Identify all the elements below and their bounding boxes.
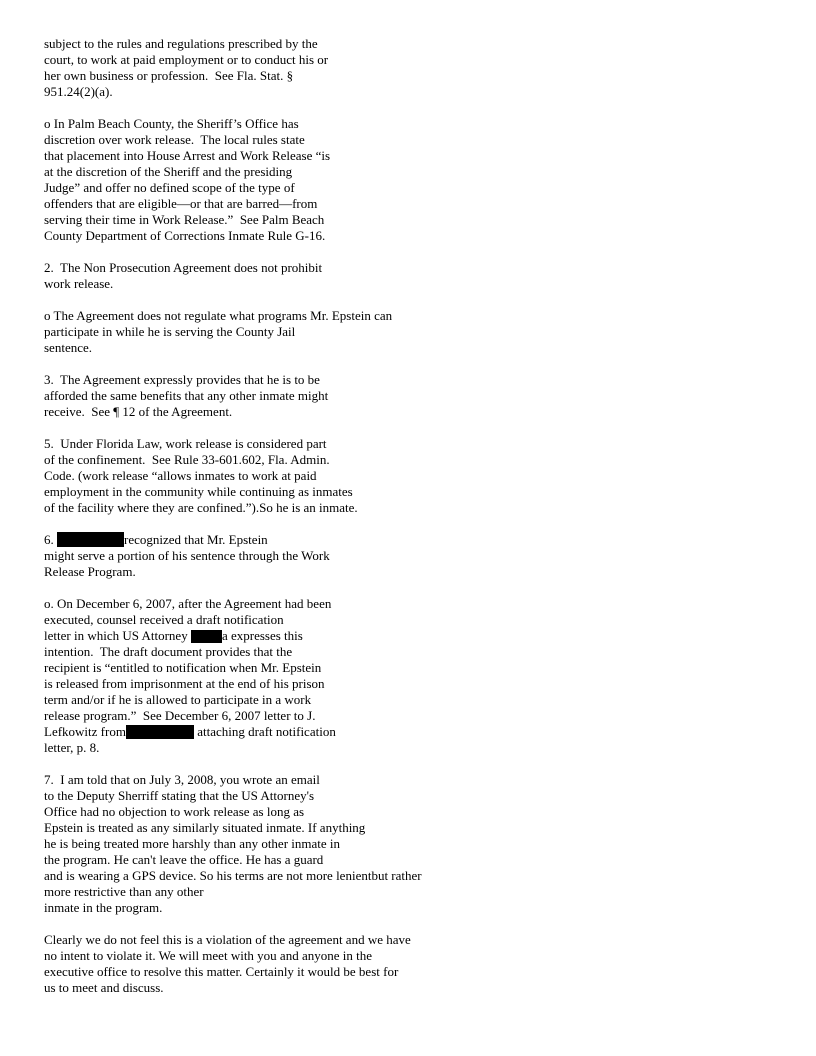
document-line: is released from imprisonment at the end of his prison — [44, 676, 325, 691]
redaction-bar — [126, 725, 194, 739]
document-line: he is being treated more harshly than any other inmate in — [44, 836, 341, 851]
document-line: release program.” See December 6, 2007 letter to J. — [44, 708, 316, 723]
document-line: County Department of Corrections Inmate Rule G-16. — [44, 228, 326, 243]
document-line: Release Program. — [44, 564, 136, 579]
document-line: term and/or if he is allowed to participate in a work — [44, 692, 312, 707]
document-line: sentence. — [44, 340, 93, 355]
document-line: 5. Under Florida Law, work release is considered part — [44, 436, 327, 451]
document-line: subject to the rules and regulations prescribed by the — [44, 36, 318, 51]
document-line: letter, p. 8. — [44, 740, 100, 755]
document-line: 2. The Non Prosecution Agreement does not prohibit — [44, 260, 323, 275]
document-line: 7. I am told that on July 3, 2008, you wrote an email — [44, 772, 320, 787]
document-line: and is wearing a GPS device. So his terms are not more lenientbut rather — [44, 868, 422, 883]
paragraph — [44, 532, 524, 580]
document-line: Code. (work release “allows inmates to work at paid — [44, 468, 317, 483]
document-line: of the confinement. See Rule 33-601.602, Fla. Admin. — [44, 452, 330, 467]
paragraph — [44, 436, 524, 516]
document-line: us to meet and discuss. — [44, 980, 164, 995]
document-line: her own business or profession. See Fla. Stat. § — [44, 68, 294, 83]
document-line: discretion over work release. The local rules state — [44, 132, 305, 147]
paragraph — [44, 116, 524, 244]
paragraph — [44, 260, 524, 292]
text-segment: recognized that Mr. Epstein — [124, 532, 268, 547]
paragraph — [44, 372, 524, 420]
paragraph — [44, 932, 524, 996]
document-line: intention. The draft document provides that the — [44, 644, 293, 659]
document-line: at the discretion of the Sheriff and the presiding — [44, 164, 293, 179]
redaction-bar — [57, 532, 124, 547]
paragraph — [44, 772, 524, 916]
document-line: o The Agreement does not regulate what programs Mr. Epstein can — [44, 308, 393, 323]
document-line: serving their time in Work Release.” See Palm Beach — [44, 212, 325, 227]
document-line: of the facility where they are confined.”).So he is an inmate. — [44, 500, 358, 515]
text-segment: letter in which US Attorney — [44, 628, 191, 643]
redaction-bar — [191, 630, 222, 643]
document-line: work release. — [44, 276, 114, 291]
document-line: Epstein is treated as any similarly situated inmate. If anything — [44, 820, 366, 835]
paragraph — [44, 596, 524, 756]
document-line: court, to work at paid employment or to conduct his or — [44, 52, 329, 67]
text-segment: attaching draft notification — [193, 724, 336, 739]
document-line: to the Deputy Sherriff stating that the US Attorney's — [44, 788, 315, 803]
text-segment: a expresses this — [221, 628, 303, 643]
document-line — [44, 532, 524, 548]
paragraph — [44, 36, 524, 100]
document-line: Judge” and offer no defined scope of the type of — [44, 180, 295, 195]
document-line: 951.24(2)(a). — [44, 84, 113, 99]
document-line: 3. The Agreement expressly provides that he is to be — [44, 372, 320, 387]
document-line: o In Palm Beach County, the Sheriff’s Office has — [44, 116, 299, 131]
document-line: o. On December 6, 2007, after the Agreement had been — [44, 596, 332, 611]
document-line: inmate in the program. — [44, 900, 163, 915]
text-segment: Lefkowitz from — [44, 724, 126, 739]
document-line: participate in while he is serving the County Jail — [44, 324, 296, 339]
document-line: recipient is “entitled to notification when Mr. Epstein — [44, 660, 322, 675]
document-line: might serve a portion of his sentence through the Work — [44, 548, 330, 563]
document-body — [44, 36, 524, 1012]
document-line: executed, counsel received a draft notification — [44, 612, 284, 627]
document-line: offenders that are eligible—or that are barred—from — [44, 196, 318, 211]
text-segment: 6. — [44, 532, 57, 547]
document-line — [44, 724, 524, 740]
document-line — [44, 628, 524, 644]
document-line: Office had no objection to work release as long as — [44, 804, 305, 819]
paragraph — [44, 308, 524, 356]
document-line: the program. He can't leave the office. He has a guard — [44, 852, 324, 867]
document-line: receive. See ¶ 12 of the Agreement. — [44, 404, 233, 419]
document-line: employment in the community while continuing as inmates — [44, 484, 353, 499]
document-line: that placement into House Arrest and Work Release “is — [44, 148, 331, 163]
document-line: afforded the same benefits that any other inmate might — [44, 388, 329, 403]
document-line: Clearly we do not feel this is a violation of the agreement and we have — [44, 932, 411, 947]
document-line: more restrictive than any other — [44, 884, 204, 899]
document-line: no intent to violate it. We will meet with you and anyone in the — [44, 948, 372, 963]
document-line: executive office to resolve this matter. Certainly it would be best for — [44, 964, 399, 979]
